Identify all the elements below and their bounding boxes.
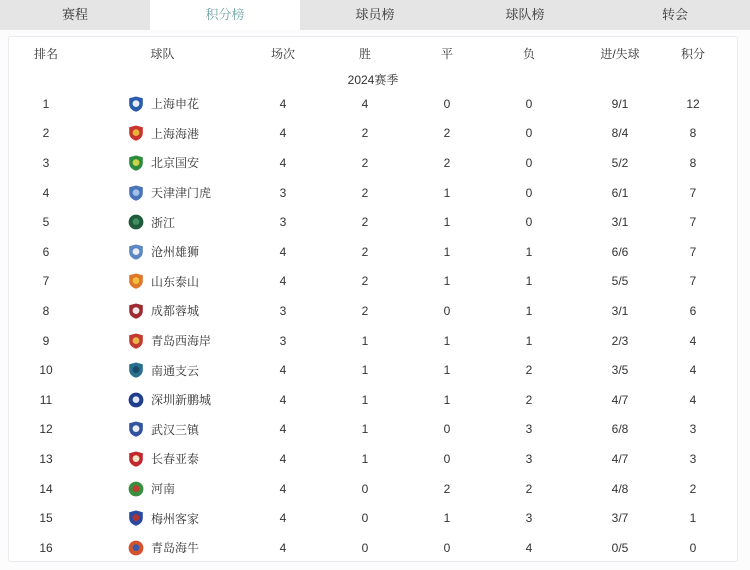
loss-cell: 0 xyxy=(525,126,533,141)
draw-cell: 2 xyxy=(443,155,451,170)
team-logo-icon xyxy=(128,392,144,408)
team-logo-icon xyxy=(128,125,144,141)
win-cell: 2 xyxy=(361,185,369,200)
points-cell: 4 xyxy=(689,363,697,378)
team-cell xyxy=(83,273,242,290)
rank-cell: 9 xyxy=(42,333,50,348)
loss-cell: 0 xyxy=(525,185,533,200)
loss-cell: 0 xyxy=(525,155,533,170)
team-cell xyxy=(83,184,242,201)
rank-cell: 2 xyxy=(42,126,50,141)
table-row[interactable] xyxy=(9,237,737,267)
team-logo-icon xyxy=(128,540,144,556)
table-row[interactable] xyxy=(9,533,737,562)
played-cell: 4 xyxy=(279,392,287,407)
loss-cell: 0 xyxy=(525,215,533,230)
table-row[interactable] xyxy=(9,207,737,237)
win-cell: 1 xyxy=(361,392,369,407)
team-name: 河南 xyxy=(151,482,176,497)
table-row[interactable] xyxy=(9,474,737,504)
played-cell: 3 xyxy=(279,185,287,200)
draw-cell: 2 xyxy=(443,126,451,141)
loss-cell: 2 xyxy=(525,363,533,378)
points-cell: 0 xyxy=(689,540,697,555)
team-name: 深圳新鹏城 xyxy=(151,393,212,408)
draw-cell: 1 xyxy=(443,363,451,378)
loss-cell: 1 xyxy=(525,244,533,259)
loss-cell: 0 xyxy=(525,96,533,111)
team-cell xyxy=(83,125,242,142)
goals-cell: 3/7 xyxy=(611,511,629,526)
rank-cell: 1 xyxy=(42,96,50,111)
win-cell: 0 xyxy=(361,540,369,555)
win-cell: 1 xyxy=(361,333,369,348)
team-logo-icon xyxy=(128,214,144,230)
played-cell: 4 xyxy=(279,155,287,170)
draw-cell: 0 xyxy=(443,451,451,466)
col-loss: 负 xyxy=(522,46,535,61)
team-logo-icon xyxy=(128,333,144,349)
team-name: 青岛海牛 xyxy=(151,541,200,556)
win-cell: 2 xyxy=(361,244,369,259)
col-goals: 进/失球 xyxy=(600,46,640,61)
col-draw: 平 xyxy=(440,46,453,61)
tab-bar xyxy=(0,0,750,30)
table-header xyxy=(9,37,737,69)
tab-standings[interactable]: 积分榜 xyxy=(150,0,300,30)
points-cell: 4 xyxy=(689,333,697,348)
goals-cell: 6/1 xyxy=(611,185,629,200)
team-logo-icon xyxy=(128,273,144,289)
team-logo-icon xyxy=(128,155,144,171)
draw-cell: 1 xyxy=(443,274,451,289)
team-logo-icon xyxy=(128,362,144,378)
col-win: 胜 xyxy=(358,46,371,61)
goals-cell: 4/7 xyxy=(611,451,629,466)
win-cell: 2 xyxy=(361,215,369,230)
played-cell: 4 xyxy=(279,422,287,437)
team-cell xyxy=(83,450,242,467)
team-name: 上海海港 xyxy=(151,126,200,141)
team-cell xyxy=(83,95,242,112)
rank-cell: 13 xyxy=(39,451,53,466)
tab-schedule[interactable]: 赛程 xyxy=(0,0,150,30)
rank-cell: 4 xyxy=(42,185,50,200)
points-cell: 3 xyxy=(689,422,697,437)
loss-cell: 1 xyxy=(525,333,533,348)
table-row[interactable] xyxy=(9,148,737,178)
goals-cell: 5/5 xyxy=(611,274,629,289)
loss-cell: 1 xyxy=(525,303,533,318)
rank-cell: 5 xyxy=(42,215,50,230)
team-logo-icon xyxy=(128,185,144,201)
draw-cell: 2 xyxy=(443,481,451,496)
standings-card xyxy=(8,36,738,562)
goals-cell: 6/6 xyxy=(611,244,629,259)
played-cell: 4 xyxy=(279,481,287,496)
draw-cell: 1 xyxy=(443,185,451,200)
loss-cell: 1 xyxy=(525,274,533,289)
goals-cell: 4/7 xyxy=(611,392,629,407)
win-cell: 2 xyxy=(361,126,369,141)
points-cell: 1 xyxy=(689,511,697,526)
table-row[interactable] xyxy=(9,355,737,385)
season-title: 2024赛季 xyxy=(347,72,399,87)
played-cell: 4 xyxy=(279,126,287,141)
points-cell: 7 xyxy=(689,185,697,200)
col-rank: 排名 xyxy=(33,46,58,61)
loss-cell: 3 xyxy=(525,422,533,437)
played-cell: 4 xyxy=(279,363,287,378)
goals-cell: 8/4 xyxy=(611,126,629,141)
team-name: 梅州客家 xyxy=(151,511,200,526)
played-cell: 4 xyxy=(279,540,287,555)
table-row[interactable] xyxy=(9,385,737,415)
draw-cell: 0 xyxy=(443,96,451,111)
table-row[interactable] xyxy=(9,89,737,119)
played-cell: 4 xyxy=(279,511,287,526)
table-row[interactable] xyxy=(9,178,737,208)
team-cell xyxy=(83,302,242,319)
table-row[interactable] xyxy=(9,296,737,326)
win-cell: 1 xyxy=(361,451,369,466)
win-cell: 4 xyxy=(361,96,369,111)
team-cell xyxy=(83,539,242,556)
goals-cell: 4/8 xyxy=(611,481,629,496)
loss-cell: 4 xyxy=(525,540,533,555)
draw-cell: 0 xyxy=(443,540,451,555)
table-row[interactable] xyxy=(9,444,737,474)
win-cell: 2 xyxy=(361,155,369,170)
played-cell: 4 xyxy=(279,451,287,466)
team-name: 山东泰山 xyxy=(151,274,200,289)
goals-cell: 3/1 xyxy=(611,215,629,230)
tab-team-rankings[interactable]: 球队榜 xyxy=(450,0,600,30)
points-cell: 3 xyxy=(689,451,697,466)
team-name: 浙江 xyxy=(151,215,176,230)
played-cell: 3 xyxy=(279,215,287,230)
goals-cell: 9/1 xyxy=(611,96,629,111)
team-name: 天津津门虎 xyxy=(151,186,212,201)
table-row[interactable] xyxy=(9,415,737,445)
rank-cell: 8 xyxy=(42,303,50,318)
played-cell: 3 xyxy=(279,303,287,318)
draw-cell: 0 xyxy=(443,422,451,437)
win-cell: 0 xyxy=(361,511,369,526)
team-cell xyxy=(83,362,242,379)
table-row[interactable] xyxy=(9,326,737,356)
draw-cell: 1 xyxy=(443,511,451,526)
points-cell: 7 xyxy=(689,215,697,230)
goals-cell: 2/3 xyxy=(611,333,629,348)
team-cell xyxy=(83,510,242,527)
loss-cell: 3 xyxy=(525,511,533,526)
team-name: 上海申花 xyxy=(151,97,200,112)
draw-cell: 1 xyxy=(443,392,451,407)
table-row[interactable] xyxy=(9,267,737,297)
rank-cell: 12 xyxy=(39,422,53,437)
rank-cell: 6 xyxy=(42,244,50,259)
team-name: 青岛西海岸 xyxy=(151,334,212,349)
goals-cell: 5/2 xyxy=(611,155,629,170)
team-name: 南通支云 xyxy=(151,363,200,378)
points-cell: 8 xyxy=(689,126,697,141)
table-row[interactable] xyxy=(9,119,737,149)
win-cell: 1 xyxy=(361,422,369,437)
rank-cell: 10 xyxy=(39,363,53,378)
team-logo-icon xyxy=(128,244,144,260)
win-cell: 0 xyxy=(361,481,369,496)
played-cell: 4 xyxy=(279,244,287,259)
win-cell: 1 xyxy=(361,363,369,378)
rank-cell: 15 xyxy=(39,511,53,526)
goals-cell: 3/1 xyxy=(611,303,629,318)
team-cell xyxy=(83,480,242,497)
goals-cell: 6/8 xyxy=(611,422,629,437)
team-logo-icon xyxy=(128,421,144,437)
tab-player-rankings[interactable]: 球员榜 xyxy=(300,0,450,30)
team-cell xyxy=(83,421,242,438)
points-cell: 8 xyxy=(689,155,697,170)
table-row[interactable] xyxy=(9,503,737,533)
team-name: 武汉三镇 xyxy=(151,422,200,437)
team-cell xyxy=(83,332,242,349)
team-logo-icon xyxy=(128,451,144,467)
win-cell: 2 xyxy=(361,274,369,289)
draw-cell: 1 xyxy=(443,244,451,259)
draw-cell: 1 xyxy=(443,215,451,230)
goals-cell: 0/5 xyxy=(611,540,629,555)
win-cell: 2 xyxy=(361,303,369,318)
team-cell xyxy=(83,391,242,408)
team-name: 长春亚泰 xyxy=(151,452,200,467)
points-cell: 6 xyxy=(689,303,697,318)
team-logo-icon xyxy=(128,510,144,526)
tab-transfers[interactable]: 转会 xyxy=(600,0,750,30)
loss-cell: 3 xyxy=(525,451,533,466)
points-cell: 12 xyxy=(686,96,700,111)
team-name: 沧州雄狮 xyxy=(151,245,200,260)
team-logo-icon xyxy=(128,481,144,497)
rank-cell: 3 xyxy=(42,155,50,170)
goals-cell: 3/5 xyxy=(611,363,629,378)
col-team: 球队 xyxy=(150,46,175,61)
played-cell: 3 xyxy=(279,333,287,348)
team-name: 成都蓉城 xyxy=(151,304,200,319)
points-cell: 4 xyxy=(689,392,697,407)
col-points: 积分 xyxy=(680,46,705,61)
rank-cell: 11 xyxy=(39,392,53,407)
rank-cell: 16 xyxy=(39,540,53,555)
played-cell: 4 xyxy=(279,274,287,289)
rank-cell: 7 xyxy=(42,274,50,289)
team-name: 北京国安 xyxy=(151,156,200,171)
points-cell: 7 xyxy=(689,244,697,259)
played-cell: 4 xyxy=(279,96,287,111)
team-cell xyxy=(83,243,242,260)
team-logo-icon xyxy=(128,303,144,319)
points-cell: 7 xyxy=(689,274,697,289)
loss-cell: 2 xyxy=(525,392,533,407)
points-cell: 2 xyxy=(689,481,697,496)
col-played: 场次 xyxy=(270,46,295,61)
loss-cell: 2 xyxy=(525,481,533,496)
team-logo-icon xyxy=(128,96,144,112)
draw-cell: 1 xyxy=(443,333,451,348)
standings-body xyxy=(9,89,737,562)
team-cell xyxy=(83,214,242,231)
team-cell xyxy=(83,154,242,171)
draw-cell: 0 xyxy=(443,303,451,318)
rank-cell: 14 xyxy=(39,481,53,496)
